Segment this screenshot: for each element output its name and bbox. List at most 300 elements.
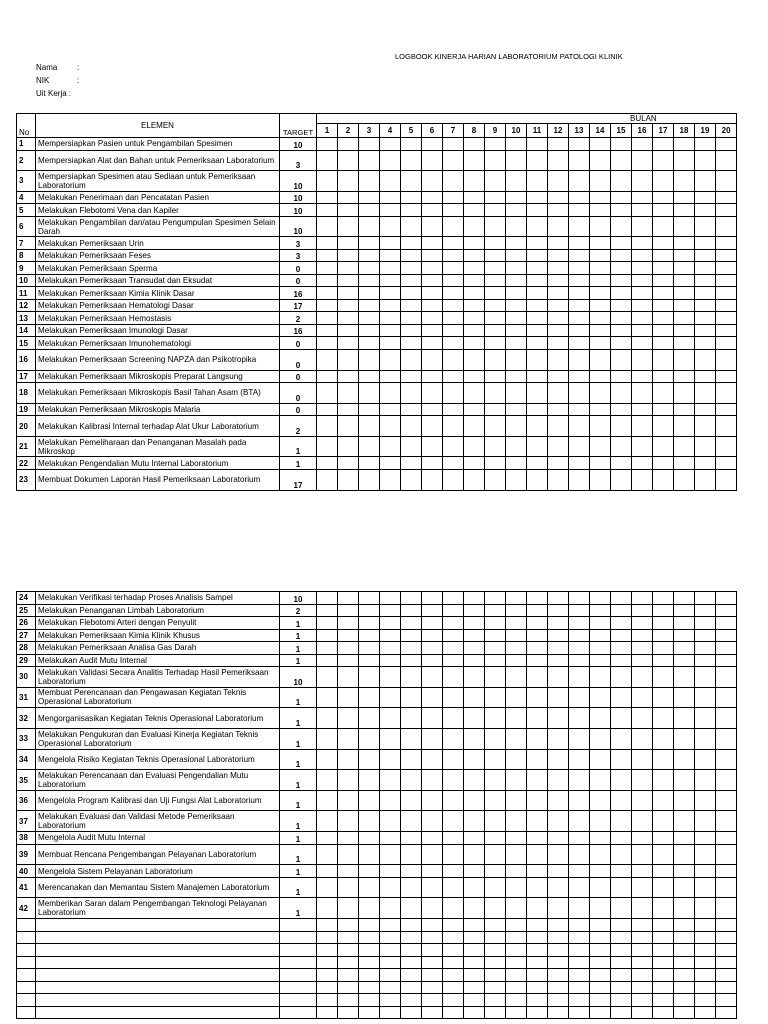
day-cell-6 — [422, 832, 443, 845]
day-cell-2 — [338, 469, 359, 490]
day-cell-7 — [443, 150, 464, 171]
day-cell-2 — [338, 312, 359, 325]
day-cell-5 — [401, 216, 422, 237]
day-cell-6 — [422, 312, 443, 325]
day-cell-11 — [527, 728, 548, 749]
empty-cell — [464, 981, 485, 994]
day-cell-9 — [485, 349, 506, 370]
day-cell-8 — [464, 790, 485, 811]
row-number: 16 — [17, 349, 36, 370]
empty-cell — [527, 919, 548, 932]
day-cell-7 — [443, 349, 464, 370]
day-cell-3 — [359, 865, 380, 878]
day-cell-5 — [401, 617, 422, 630]
empty-cell — [590, 956, 611, 969]
day-cell-20 — [716, 877, 737, 898]
day-cell-3 — [359, 150, 380, 171]
table-body-part-1 — [17, 138, 737, 491]
day-cell-12 — [548, 629, 569, 642]
day-cell-8 — [464, 337, 485, 350]
day-cell-18 — [674, 898, 695, 919]
day-cell-6 — [422, 191, 443, 204]
row-number: 19 — [17, 403, 36, 416]
day-cell-10 — [506, 370, 527, 383]
day-cell-6 — [422, 629, 443, 642]
day-cell-18 — [674, 204, 695, 217]
empty-cell — [280, 1006, 317, 1019]
day-cell-9 — [485, 642, 506, 655]
day-cell-11 — [527, 629, 548, 642]
target-value: 0 — [280, 370, 317, 383]
empty-cell — [36, 919, 280, 932]
day-cell-3 — [359, 749, 380, 770]
day-cell-18 — [674, 216, 695, 237]
table-row — [17, 204, 737, 217]
day-cell-6 — [422, 469, 443, 490]
day-cell-6 — [422, 274, 443, 287]
day-cell-10 — [506, 436, 527, 457]
day-cell-7 — [443, 216, 464, 237]
table-row — [17, 274, 737, 287]
empty-cell — [317, 956, 338, 969]
element-text: Melakukan Pemeriksaan Analisa Gas Darah — [36, 642, 280, 655]
day-cell-1 — [317, 770, 338, 791]
empty-cell — [716, 994, 737, 1007]
empty-cell — [338, 919, 359, 932]
day-cell-19 — [695, 312, 716, 325]
empty-cell — [443, 931, 464, 944]
day-cell-17 — [653, 877, 674, 898]
element-text: Melakukan Pemeriksaan Kimia Klinik Khusus — [36, 629, 280, 642]
header-day-6: 6 — [422, 124, 443, 138]
row-number: 29 — [17, 654, 36, 667]
element-text: Melakukan Pemeriksaan Imunologi Dasar — [36, 324, 280, 337]
day-cell-12 — [548, 249, 569, 262]
day-cell-18 — [674, 629, 695, 642]
day-cell-11 — [527, 898, 548, 919]
day-cell-13 — [569, 324, 590, 337]
day-cell-10 — [506, 629, 527, 642]
day-cell-19 — [695, 349, 716, 370]
empty-cell — [653, 919, 674, 932]
empty-cell — [569, 956, 590, 969]
day-cell-10 — [506, 667, 527, 688]
day-cell-13 — [569, 654, 590, 667]
day-cell-19 — [695, 383, 716, 404]
day-cell-9 — [485, 898, 506, 919]
table-row — [17, 811, 737, 832]
table-row — [17, 629, 737, 642]
empty-cell — [653, 956, 674, 969]
empty-cell — [632, 931, 653, 944]
day-cell-7 — [443, 436, 464, 457]
day-cell-11 — [527, 617, 548, 630]
table-row — [17, 687, 737, 708]
day-cell-8 — [464, 629, 485, 642]
day-cell-17 — [653, 436, 674, 457]
empty-cell — [695, 919, 716, 932]
day-cell-16 — [632, 832, 653, 845]
empty-cell — [401, 981, 422, 994]
day-cell-5 — [401, 204, 422, 217]
row-number: 10 — [17, 274, 36, 287]
table-header — [17, 114, 737, 138]
day-cell-1 — [317, 469, 338, 490]
day-cell-16 — [632, 457, 653, 470]
element-text: Mengelola Program Kalibrasi dan Uji Fungsi Alat Laboratorium — [36, 790, 280, 811]
day-cell-10 — [506, 770, 527, 791]
day-cell-8 — [464, 383, 485, 404]
day-cell-14 — [590, 138, 611, 151]
target-value: 16 — [280, 287, 317, 300]
day-cell-20 — [716, 383, 737, 404]
day-cell-1 — [317, 370, 338, 383]
day-cell-3 — [359, 811, 380, 832]
day-cell-12 — [548, 832, 569, 845]
day-cell-15 — [611, 299, 632, 312]
day-cell-20 — [716, 654, 737, 667]
empty-cell — [485, 994, 506, 1007]
day-cell-10 — [506, 592, 527, 605]
day-cell-8 — [464, 150, 485, 171]
day-cell-18 — [674, 150, 695, 171]
day-cell-15 — [611, 383, 632, 404]
day-cell-16 — [632, 171, 653, 192]
day-cell-12 — [548, 708, 569, 729]
day-cell-9 — [485, 654, 506, 667]
day-cell-12 — [548, 237, 569, 250]
day-cell-19 — [695, 654, 716, 667]
row-number: 37 — [17, 811, 36, 832]
element-text: Melakukan Pemeriksaan Urin — [36, 237, 280, 250]
day-cell-12 — [548, 403, 569, 416]
day-cell-12 — [548, 383, 569, 404]
day-cell-2 — [338, 877, 359, 898]
element-text: Melakukan Pengambilan dan/atau Pengumpulan Spesimen Selain Darah — [36, 216, 280, 237]
day-cell-13 — [569, 436, 590, 457]
day-cell-13 — [569, 150, 590, 171]
empty-cell — [632, 969, 653, 982]
day-cell-16 — [632, 312, 653, 325]
empty-cell — [422, 919, 443, 932]
day-cell-11 — [527, 832, 548, 845]
day-cell-9 — [485, 770, 506, 791]
day-cell-10 — [506, 749, 527, 770]
day-cell-1 — [317, 790, 338, 811]
day-cell-13 — [569, 370, 590, 383]
empty-cell — [317, 931, 338, 944]
row-number: 33 — [17, 728, 36, 749]
day-cell-5 — [401, 383, 422, 404]
day-cell-12 — [548, 287, 569, 300]
element-text: Membuat Rencana Pengembangan Pelayanan Laboratorium — [36, 844, 280, 865]
day-cell-1 — [317, 312, 338, 325]
header-element: ELEMEN — [36, 114, 280, 138]
day-cell-19 — [695, 274, 716, 287]
day-cell-6 — [422, 204, 443, 217]
day-cell-1 — [317, 204, 338, 217]
day-cell-10 — [506, 349, 527, 370]
day-cell-18 — [674, 708, 695, 729]
day-cell-15 — [611, 898, 632, 919]
day-cell-5 — [401, 865, 422, 878]
empty-cell — [401, 994, 422, 1007]
day-cell-10 — [506, 687, 527, 708]
empty-cell — [569, 944, 590, 957]
row-number: 22 — [17, 457, 36, 470]
header-day-8: 8 — [464, 124, 485, 138]
day-cell-5 — [401, 728, 422, 749]
row-number: 26 — [17, 617, 36, 630]
day-cell-15 — [611, 811, 632, 832]
day-cell-15 — [611, 708, 632, 729]
day-cell-4 — [380, 642, 401, 655]
day-cell-5 — [401, 337, 422, 350]
target-value: 1 — [280, 811, 317, 832]
day-cell-14 — [590, 617, 611, 630]
day-cell-4 — [380, 299, 401, 312]
day-cell-19 — [695, 832, 716, 845]
empty-cell — [443, 994, 464, 1007]
day-cell-4 — [380, 811, 401, 832]
empty-cell — [464, 969, 485, 982]
target-value: 0 — [280, 274, 317, 287]
day-cell-12 — [548, 844, 569, 865]
empty-cell — [716, 969, 737, 982]
day-cell-8 — [464, 844, 485, 865]
day-cell-18 — [674, 811, 695, 832]
day-cell-8 — [464, 667, 485, 688]
element-text: Memberikan Saran dalam Pengembangan Teknologi Pelayanan Laboratorium — [36, 898, 280, 919]
row-number: 31 — [17, 687, 36, 708]
empty-cell — [380, 969, 401, 982]
day-cell-7 — [443, 654, 464, 667]
day-cell-2 — [338, 383, 359, 404]
empty-cell — [380, 1006, 401, 1019]
day-cell-20 — [716, 324, 737, 337]
day-cell-2 — [338, 667, 359, 688]
day-cell-16 — [632, 383, 653, 404]
empty-cell — [443, 981, 464, 994]
empty-cell — [17, 944, 36, 957]
day-cell-15 — [611, 749, 632, 770]
header-day-19: 19 — [695, 124, 716, 138]
empty-cell — [569, 981, 590, 994]
empty-cell — [674, 981, 695, 994]
day-cell-9 — [485, 249, 506, 262]
day-cell-20 — [716, 617, 737, 630]
day-cell-14 — [590, 811, 611, 832]
day-cell-16 — [632, 592, 653, 605]
day-cell-8 — [464, 770, 485, 791]
work-unit-label: Uit Kerja : — [36, 89, 72, 98]
day-cell-2 — [338, 249, 359, 262]
day-cell-7 — [443, 204, 464, 217]
row-number: 9 — [17, 262, 36, 275]
day-cell-12 — [548, 436, 569, 457]
day-cell-10 — [506, 138, 527, 151]
day-cell-5 — [401, 436, 422, 457]
day-cell-1 — [317, 457, 338, 470]
empty-cell — [443, 1006, 464, 1019]
day-cell-10 — [506, 708, 527, 729]
day-cell-14 — [590, 299, 611, 312]
empty-cell — [569, 931, 590, 944]
day-cell-19 — [695, 811, 716, 832]
table-row — [17, 708, 737, 729]
target-value: 1 — [280, 436, 317, 457]
day-cell-7 — [443, 191, 464, 204]
table-row — [17, 654, 737, 667]
day-cell-16 — [632, 770, 653, 791]
day-cell-2 — [338, 617, 359, 630]
empty-cell — [653, 981, 674, 994]
day-cell-15 — [611, 844, 632, 865]
day-cell-5 — [401, 629, 422, 642]
empty-cell — [422, 956, 443, 969]
day-cell-5 — [401, 138, 422, 151]
day-cell-19 — [695, 150, 716, 171]
day-cell-17 — [653, 811, 674, 832]
day-cell-19 — [695, 262, 716, 275]
day-cell-4 — [380, 150, 401, 171]
day-cell-19 — [695, 642, 716, 655]
day-cell-16 — [632, 349, 653, 370]
day-cell-15 — [611, 877, 632, 898]
day-cell-2 — [338, 299, 359, 312]
day-cell-12 — [548, 654, 569, 667]
element-text: Melakukan Verifikasi terhadap Proses Analisis Sampel — [36, 592, 280, 605]
day-cell-7 — [443, 708, 464, 729]
empty-cell — [527, 994, 548, 1007]
table-row — [17, 337, 737, 350]
day-cell-17 — [653, 191, 674, 204]
day-cell-13 — [569, 728, 590, 749]
element-text: Melakukan Penanganan Limbah Laboratorium — [36, 604, 280, 617]
day-cell-2 — [338, 898, 359, 919]
day-cell-1 — [317, 728, 338, 749]
day-cell-13 — [569, 770, 590, 791]
logbook-table-part-2 — [16, 591, 737, 1019]
row-number: 15 — [17, 337, 36, 350]
day-cell-10 — [506, 844, 527, 865]
day-cell-14 — [590, 642, 611, 655]
day-cell-1 — [317, 349, 338, 370]
day-cell-10 — [506, 642, 527, 655]
day-cell-7 — [443, 898, 464, 919]
day-cell-6 — [422, 262, 443, 275]
day-cell-12 — [548, 790, 569, 811]
header-day-15: 15 — [611, 124, 632, 138]
day-cell-1 — [317, 667, 338, 688]
day-cell-3 — [359, 138, 380, 151]
day-cell-9 — [485, 865, 506, 878]
day-cell-17 — [653, 274, 674, 287]
day-cell-2 — [338, 749, 359, 770]
day-cell-8 — [464, 469, 485, 490]
empty-cell — [590, 969, 611, 982]
day-cell-18 — [674, 728, 695, 749]
empty-cell — [17, 931, 36, 944]
day-cell-10 — [506, 811, 527, 832]
day-cell-14 — [590, 749, 611, 770]
element-text: Melakukan Pemeriksaan Sperma — [36, 262, 280, 275]
day-cell-20 — [716, 811, 737, 832]
day-cell-19 — [695, 604, 716, 617]
day-cell-13 — [569, 457, 590, 470]
day-cell-14 — [590, 728, 611, 749]
day-cell-19 — [695, 617, 716, 630]
day-cell-5 — [401, 191, 422, 204]
day-cell-10 — [506, 865, 527, 878]
day-cell-15 — [611, 150, 632, 171]
row-number: 18 — [17, 383, 36, 404]
empty-cell — [695, 994, 716, 1007]
day-cell-5 — [401, 708, 422, 729]
target-value: 1 — [280, 687, 317, 708]
day-cell-18 — [674, 262, 695, 275]
empty-cell — [338, 994, 359, 1007]
day-cell-16 — [632, 150, 653, 171]
day-cell-8 — [464, 436, 485, 457]
day-cell-4 — [380, 287, 401, 300]
day-cell-8 — [464, 416, 485, 437]
target-value: 10 — [280, 592, 317, 605]
day-cell-8 — [464, 811, 485, 832]
day-cell-8 — [464, 138, 485, 151]
element-text: Membuat Perencanaan dan Pengawasan Kegiatan Teknis Operasional Laboratorium — [36, 687, 280, 708]
day-cell-2 — [338, 811, 359, 832]
day-cell-8 — [464, 749, 485, 770]
empty-cell — [280, 919, 317, 932]
document-title: LOGBOOK KINERJA HARIAN LABORATORIUM PATOLOGI KLINIK — [395, 52, 623, 61]
day-cell-10 — [506, 171, 527, 192]
day-cell-18 — [674, 877, 695, 898]
empty-cell — [422, 994, 443, 1007]
day-cell-3 — [359, 592, 380, 605]
name-separator: : — [77, 63, 80, 72]
table-row — [17, 237, 737, 250]
header-day-1: 1 — [317, 124, 338, 138]
day-cell-15 — [611, 262, 632, 275]
empty-cell — [611, 1006, 632, 1019]
day-cell-7 — [443, 687, 464, 708]
day-cell-10 — [506, 274, 527, 287]
header-day-20: 20 — [716, 124, 737, 138]
empty-cell — [590, 1006, 611, 1019]
day-cell-4 — [380, 249, 401, 262]
day-cell-16 — [632, 708, 653, 729]
day-cell-18 — [674, 642, 695, 655]
day-cell-11 — [527, 191, 548, 204]
empty-cell — [338, 1006, 359, 1019]
day-cell-3 — [359, 383, 380, 404]
day-cell-13 — [569, 708, 590, 729]
empty-cell — [359, 969, 380, 982]
target-value: 0 — [280, 383, 317, 404]
day-cell-6 — [422, 249, 443, 262]
day-cell-18 — [674, 349, 695, 370]
target-value: 1 — [280, 617, 317, 630]
day-cell-17 — [653, 403, 674, 416]
day-cell-15 — [611, 654, 632, 667]
element-text: Melakukan Pemeriksaan Screening NAPZA dan Psikotropika — [36, 349, 280, 370]
row-number: 24 — [17, 592, 36, 605]
day-cell-8 — [464, 604, 485, 617]
day-cell-3 — [359, 204, 380, 217]
day-cell-9 — [485, 708, 506, 729]
day-cell-1 — [317, 416, 338, 437]
